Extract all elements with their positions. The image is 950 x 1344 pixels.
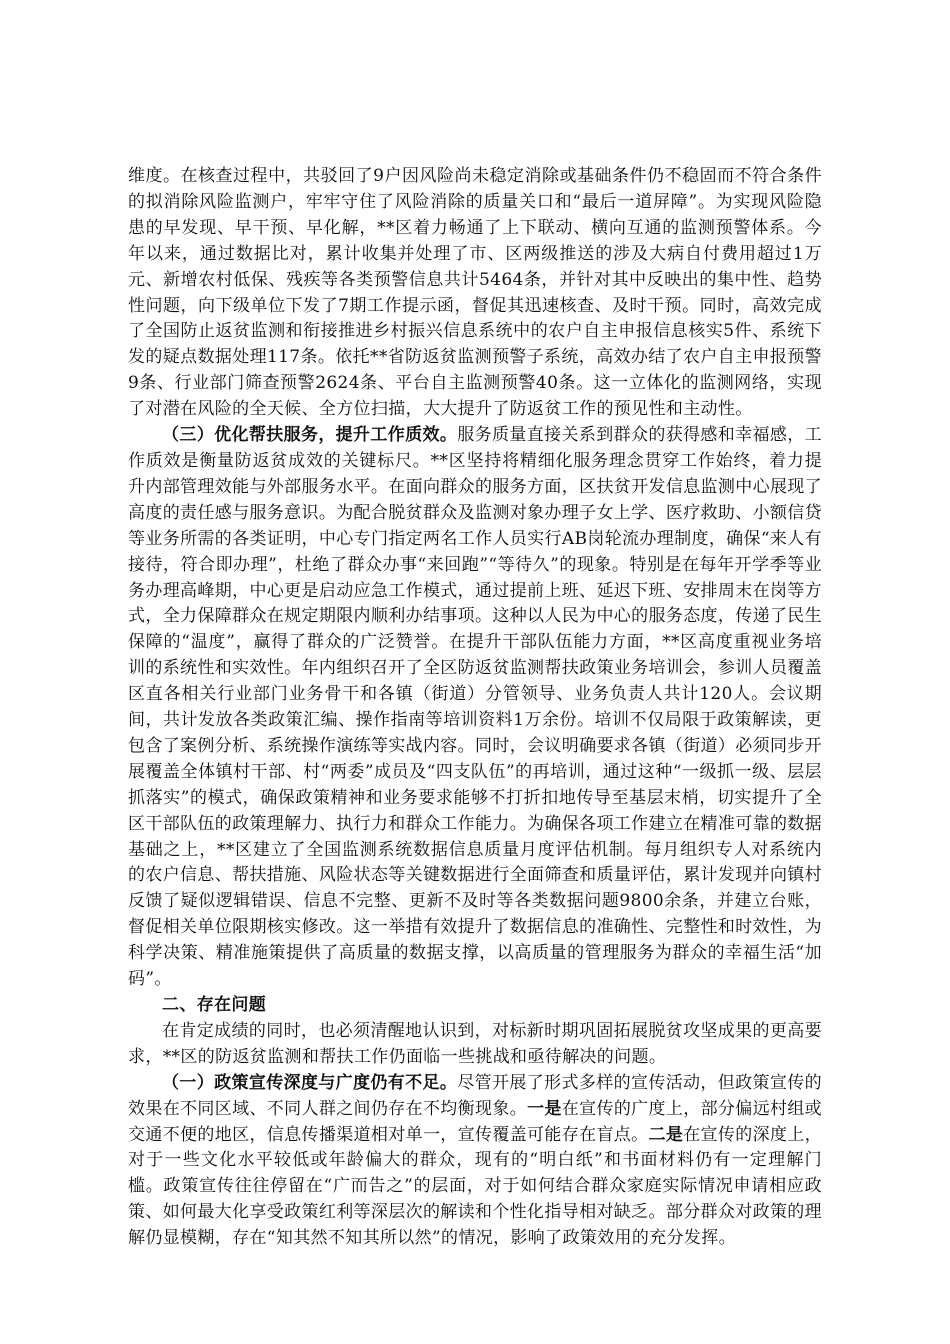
paragraph-text: 尽管开展了形式多样的宣传活动，但政策宣传的效果在不同区域、不同人群之间仍存在不均衡现象。 bbox=[128, 1072, 822, 1119]
paragraph-text: 服务质量直接关系到群众的获得感和幸福感，工作质效是衡量防返贫成效的关键标尺。**区坚持将精细化服务理念贯穿工作始终，着力提升内部管理效能与外部服务水平。在面向群众的服务方面，区扶贫开发信息监测中心展现了高度的责任感与服务意识。为配合脱贫群众及监测对象办理子女上学、医疗救助、小额信贷等业务所需的各类证明，中心专门指定两名工作人员实行AB岗轮流办理制度，确保“来人有接待，符合即办理”，杜绝了群众办事“来回跑”“等待久”的现象。特别是在每年开学季等业务办理高峰期，中心更是启动应急工作模式，通过提前上班、延迟下班、安排周末在岗等方式，全力保障群众在规定期限内顺利办结事项。这种以人民为中心的服务态度，传递了民生保障的“温度”，赢得了群众的广泛赞誉。在提升干部队伍能力方面，**区高度重视业务培训的系统性和实效性。年内组织召开了全区防返贫监测帮扶政策业务培训会，参训人员覆盖区直各相关行业部门业务骨干和各镇（街道）分管领导、业务负责人共计120人。会议期间，共计发放各类政策汇编、操作指南等培训资料1万余份。培训不仅局限于政策解读，更包含了案例分析、系统操作演练等实战内容。同时，会议明确要求各镇（街道）必须同步开展覆盖全体镇村干部、村“两委”成员及“四支队伍”的再培训，通过这种“一级抓一级、层层抓落实”的模式，确保政策精神和业务要求能够不打折扣地传导至基层末梢，切实提升了全区干部队伍的政策理解力、执行力和群众工作能力。为确保各项工作建立在精准可靠的数据基础之上，**区建立了全国监测系统数据信息质量月度评估机制。每月组织专人对系统内的农户信息、帮扶措施、风险状态等关键数据进行全面筛查和质量评估，累计发现并向镇村反馈了疑似逻辑错误、信息不完整、更新不及时等各类数据问题9800余条，并建立台账，督促相关单位限期核实修改。这一举措有效提升了数据信息的准确性、完整性和时效性，为科学决策、精准施策提供了高质量的数据支撑，以高质量的管理服务为群众的幸福生活“加码”。 bbox=[128, 425, 822, 990]
paragraph-monitoring-continued bbox=[128, 164, 822, 423]
section-subheading: （三）优化帮扶服务，提升工作质效。 bbox=[162, 425, 458, 446]
paragraph-text: 在肯定成绩的同时，也必须清醒地认识到，对标新时期巩固拓展脱贫攻坚成果的更高要求，**区的防返贫监测和帮扶工作仍面临一些挑战和亟待解决的问题。 bbox=[128, 1020, 822, 1067]
document-page bbox=[128, 164, 822, 1252]
paragraph-text: 维度。在核查过程中，共驳回了9户因风险尚未稳定消除或基础条件仍不稳固而不符合条件的拟消除风险监测户，牢牢守住了风险消除的质量关口和“最后一道屏障”。为实现风险隐患的早发现、早干预、早化解，**区着力畅通了上下联动、横向互通的监测预警体系。今年以来，通过数据比对，累计收集并处理了市、区两级推送的涉及大病自付费用超过1万元、新增农村低保、残疾等各类预警信息共计5464条，并针对其中反映出的集中性、趋势性问题，向下级单位下发了7期工作提示函，督促其迅速核查、及时干预。同时，高效完成了全国防止返贫监测和衔接推进乡村振兴信息系统中的农户自主申报信息核实5件、系统下发的疑点数据处理117条。依托**省防返贫监测预警子系统，高效办结了农户自主申报预警9条、行业部门筛查预警2624条、平台自主监测预警40条。这一立体化的监测网络，实现了对潜在风险的全天候、全方位扫描，大大提升了防返贫工作的预见性和主动性。 bbox=[128, 166, 822, 420]
point-label-two: 二是 bbox=[648, 1124, 684, 1145]
paragraph-service-optimization bbox=[128, 423, 822, 993]
point-label-one: 一是 bbox=[527, 1098, 562, 1119]
paragraph-policy-publicity bbox=[128, 1071, 822, 1252]
section-heading-problems: 二、存在问题 bbox=[162, 995, 267, 1015]
paragraph-problems-intro bbox=[128, 1019, 822, 1071]
section-subheading: （一）政策宣传深度与广度仍有不足。 bbox=[162, 1072, 458, 1093]
paragraph-text: 在宣传的深度上，对于一些文化水平较低或年龄偏大的群众，现有的“明白纸”和书面材料仍有一定理解门槛。政策宣传往往停留在“广而告之”的层面，对于如何结合群众家庭实际情况申请相应政策、如何最大化享受政策红利等深层次的解读和个性化指导相对缺乏。部分群众对政策的理解仍显模糊，存在“知其然不知其所以然”的情况，影响了政策效用的充分发挥。 bbox=[128, 1124, 823, 1249]
paragraph-text: 在宣传的广度上，部分偏远村组或交通不便的地区，信息传播渠道相对单一，宣传覆盖可能存在盲点。 bbox=[128, 1098, 823, 1145]
